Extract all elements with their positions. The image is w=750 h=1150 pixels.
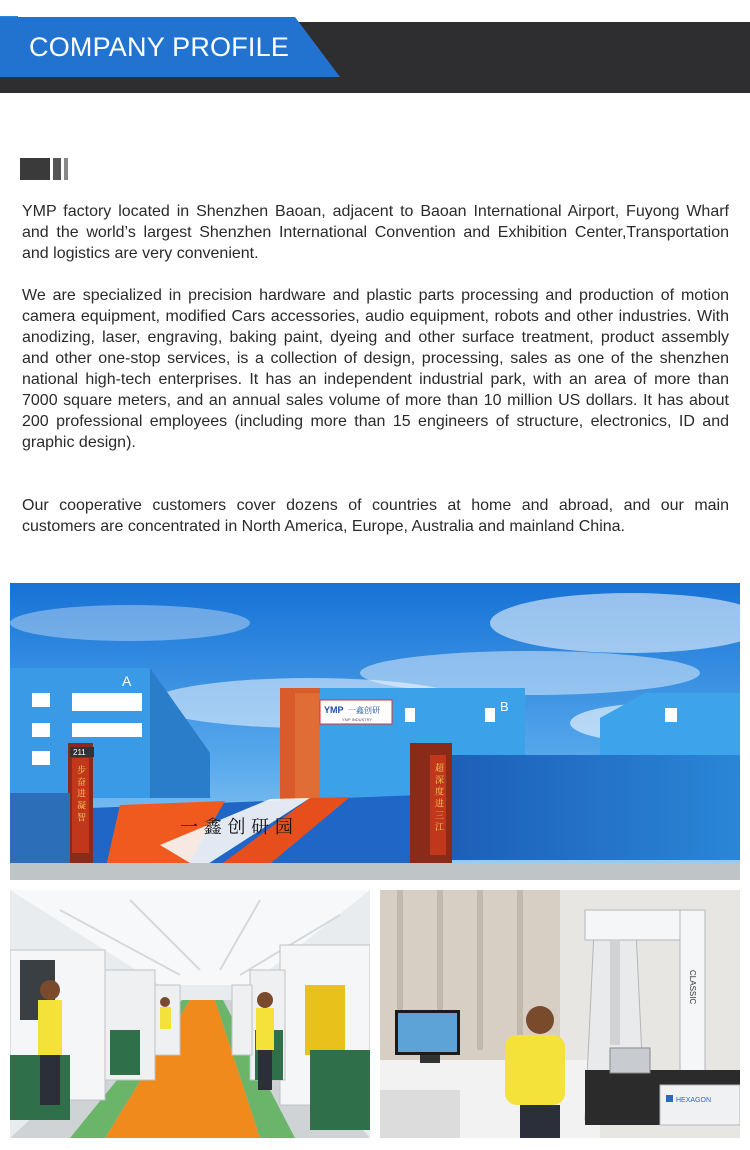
page-title: COMPANY PROFILE — [29, 32, 290, 62]
services-paragraph: We are specialized in precision hardware and plastic parts processing and production of motion camera equipment, modified Cars accessories, audio equipment, robots and other industries. With anodizing, laser, engraving, baking paint, dyeing and other surface treatment, product assembly and other one-stop services, is a collection of design, processing, sales as one of the shenzhen national high-tech enterprises. It has an independent industrial park, with an area of more than 7000 square meters, and an annual sales volume of more than 10 million US dollars. It has about 200 professional employees (including more than 15 engineers of structure, electronics, ID and graphic design). — [22, 287, 729, 451]
right-pillar-text: 超 深 度 进 三 江 — [433, 763, 443, 832]
customers-paragraph: Our cooperative customers cover dozens of countries at home and abroad, and our main customers are concentrated in North America, Europe, Australia and mainland China. — [22, 497, 729, 535]
sign-subtitle: YMP INDUSTRY — [342, 717, 373, 722]
factory-exterior-photo — [10, 583, 740, 880]
gate-number: 211 — [73, 748, 86, 757]
wall-text: 一 鑫 创 研 园 — [180, 817, 293, 838]
left-pillar-text: 步 奋 进 凝 智 — [75, 765, 85, 822]
sign-logo: YMP — [324, 705, 344, 715]
building-a-label: A — [122, 673, 132, 689]
building-b-label: B — [500, 699, 509, 714]
sign-chinese: 一鑫创研 — [348, 706, 380, 715]
machine-brand: HEXAGON — [676, 1097, 712, 1104]
machine-model: CLASSIC — [688, 970, 697, 1005]
measuring-lab-photo — [380, 890, 740, 1138]
intro-paragraph: YMP factory located in Shenzhen Baoan, adjacent to Baoan International Airport, Fuyong Wharf and the world’s largest Shenzhen International Convention and Exhibition Center,Transportation and logistics are very convenient. — [22, 203, 729, 262]
section-decoration — [20, 158, 68, 180]
workshop-photo — [10, 890, 370, 1138]
